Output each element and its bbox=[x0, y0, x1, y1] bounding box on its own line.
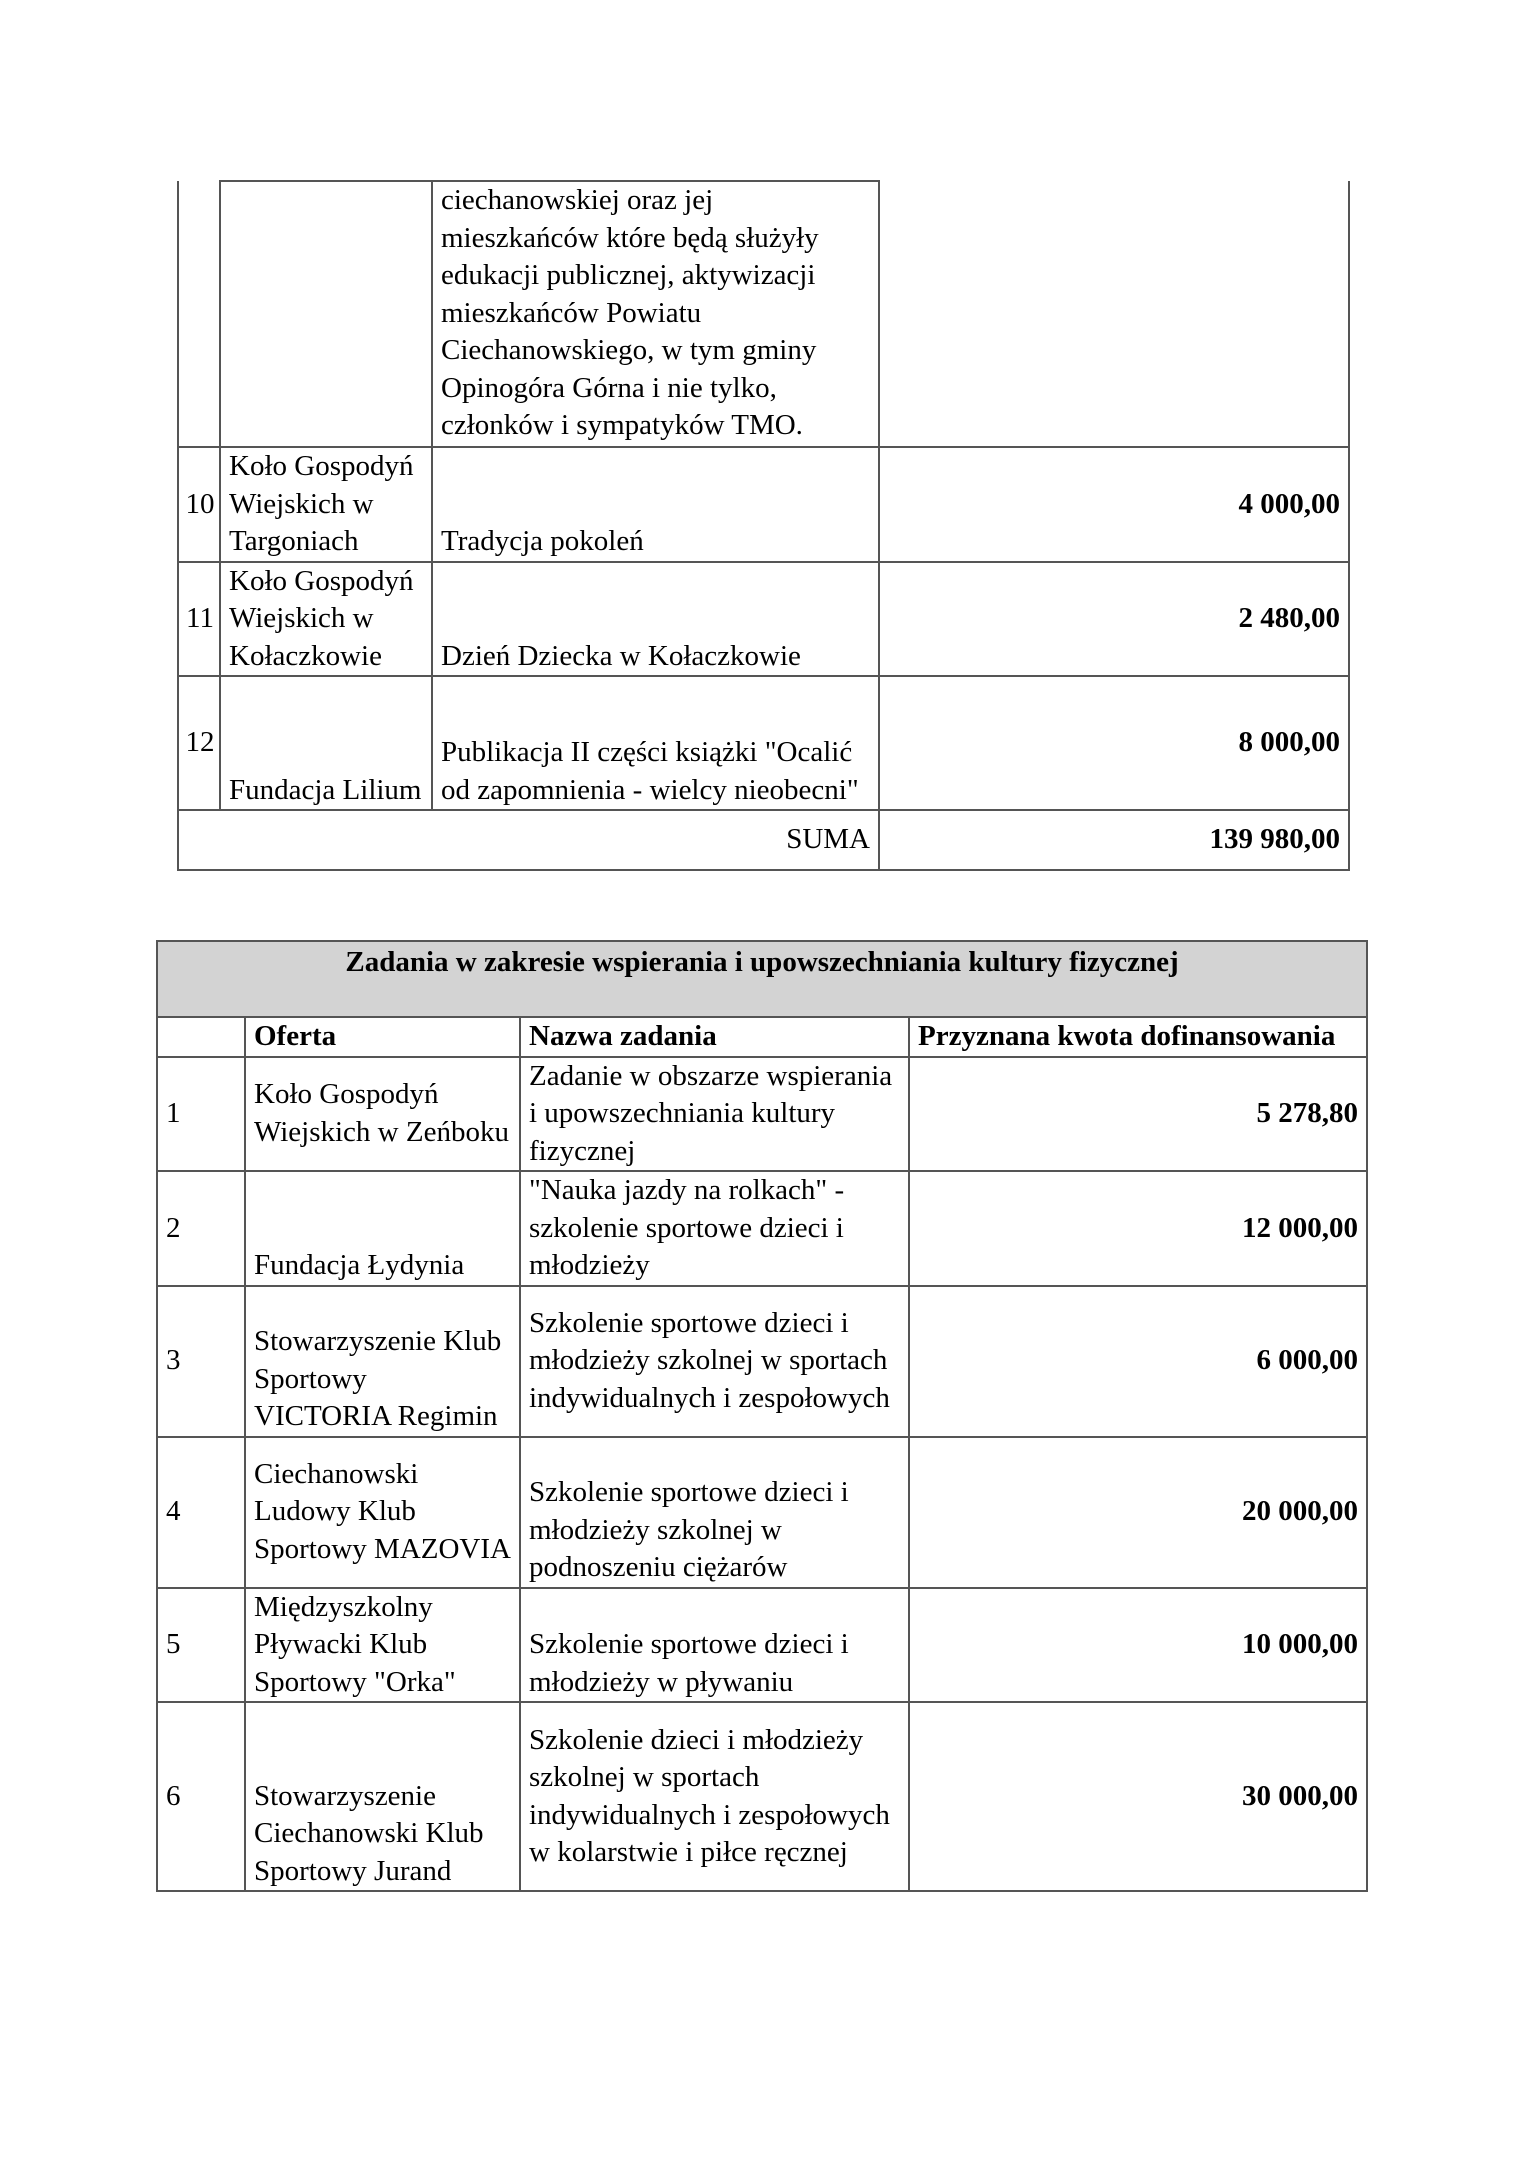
task-cell: "Nauka jazdy na rolkach" - szkolenie sportowe dzieci i młodzieży bbox=[520, 1171, 909, 1286]
row-number bbox=[178, 181, 220, 447]
table-title: Zadania w zakresie wspierania i upowszechniania kultury fizycznej bbox=[157, 941, 1367, 1017]
header-number bbox=[157, 1017, 245, 1057]
row-number: 1 bbox=[157, 1057, 245, 1172]
physical-culture-table bbox=[156, 940, 1368, 1892]
amount-cell: 8 000,00 bbox=[879, 676, 1349, 810]
row-number: 6 bbox=[157, 1702, 245, 1891]
task-cell: Szkolenie sportowe dzieci i młodzieży szkolnej w podnoszeniu ciężarów bbox=[520, 1437, 909, 1588]
amount-cell: 12 000,00 bbox=[909, 1171, 1367, 1286]
row-number: 5 bbox=[157, 1588, 245, 1703]
offer-cell: Koło Gospodyń Wiejskich w Targoniach bbox=[220, 447, 432, 562]
header-task: Nazwa zadania bbox=[520, 1017, 909, 1057]
amount-cell: 10 000,00 bbox=[909, 1588, 1367, 1703]
sum-row bbox=[178, 810, 1349, 870]
header-amount: Przyznana kwota dofinansowania bbox=[909, 1017, 1367, 1057]
table-row bbox=[178, 676, 1349, 810]
task-cell: Szkolenie dzieci i młodzieży szkolnej w sportach indywidualnych i zespołowych w kolarstwie i piłce ręcznej bbox=[520, 1702, 909, 1891]
amount-cell: 20 000,00 bbox=[909, 1437, 1367, 1588]
offer-cell: Koło Gospodyń Wiejskich w Zeńboku bbox=[245, 1057, 520, 1172]
offer-cell: Koło Gospodyń Wiejskich w Kołaczkowie bbox=[220, 562, 432, 677]
offer-cell: Stowarzyszenie Klub Sportowy VICTORIA Regimin bbox=[245, 1286, 520, 1437]
table-row bbox=[178, 181, 1349, 447]
table-row bbox=[178, 447, 1349, 562]
task-cell: Szkolenie sportowe dzieci i młodzieży w pływaniu bbox=[520, 1588, 909, 1703]
sum-label: SUMA bbox=[178, 810, 879, 870]
offer-cell: Międzyszkolny Pływacki Klub Sportowy "Orka" bbox=[245, 1588, 520, 1703]
header-offer: Oferta bbox=[245, 1017, 520, 1057]
table-row bbox=[157, 1171, 1367, 1286]
task-cell: Dzień Dziecka w Kołaczkowie bbox=[432, 562, 879, 677]
table-row bbox=[178, 562, 1349, 677]
row-number: 12 bbox=[178, 676, 220, 810]
task-cell: Publikacja II części książki "Ocalić od zapomnienia - wielcy nieobecni" bbox=[432, 676, 879, 810]
offer-cell: Ciechanowski Ludowy Klub Sportowy MAZOVIA bbox=[245, 1437, 520, 1588]
table-title-row bbox=[157, 941, 1367, 1017]
row-number: 10 bbox=[178, 447, 220, 562]
row-number: 11 bbox=[178, 562, 220, 677]
table-row bbox=[157, 1286, 1367, 1437]
amount-cell: 2 480,00 bbox=[879, 562, 1349, 677]
amount-cell: 30 000,00 bbox=[909, 1702, 1367, 1891]
amount-cell: 6 000,00 bbox=[909, 1286, 1367, 1437]
grants-table-continued bbox=[177, 180, 1350, 871]
row-number: 4 bbox=[157, 1437, 245, 1588]
row-number: 3 bbox=[157, 1286, 245, 1437]
sum-value: 139 980,00 bbox=[879, 810, 1349, 870]
offer-cell: Stowarzyszenie Ciechanowski Klub Sportowy Jurand bbox=[245, 1702, 520, 1891]
task-cell: Zadanie w obszarze wspierania i upowszechniania kultury fizycznej bbox=[520, 1057, 909, 1172]
offer-cell: Fundacja Lilium bbox=[220, 676, 432, 810]
amount-cell bbox=[879, 181, 1349, 447]
table-header-row bbox=[157, 1017, 1367, 1057]
task-cell: Tradycja pokoleń bbox=[432, 447, 879, 562]
table-row bbox=[157, 1057, 1367, 1172]
offer-cell bbox=[220, 181, 432, 447]
table-row bbox=[157, 1588, 1367, 1703]
row-number: 2 bbox=[157, 1171, 245, 1286]
amount-cell: 5 278,80 bbox=[909, 1057, 1367, 1172]
table-row bbox=[157, 1437, 1367, 1588]
offer-cell: Fundacja Łydynia bbox=[245, 1171, 520, 1286]
amount-cell: 4 000,00 bbox=[879, 447, 1349, 562]
table-row bbox=[157, 1702, 1367, 1891]
task-cell: Szkolenie sportowe dzieci i młodzieży szkolnej w sportach indywidualnych i zespołowych bbox=[520, 1286, 909, 1437]
task-cell: ciechanowskiej oraz jej mieszkańców które będą służyły edukacji publicznej, aktywizacji mieszkańców Powiatu Ciechanowskiego, w tym gminy Opinogóra Górna i nie tylko, członków i sympatyków TMO. bbox=[432, 181, 879, 447]
